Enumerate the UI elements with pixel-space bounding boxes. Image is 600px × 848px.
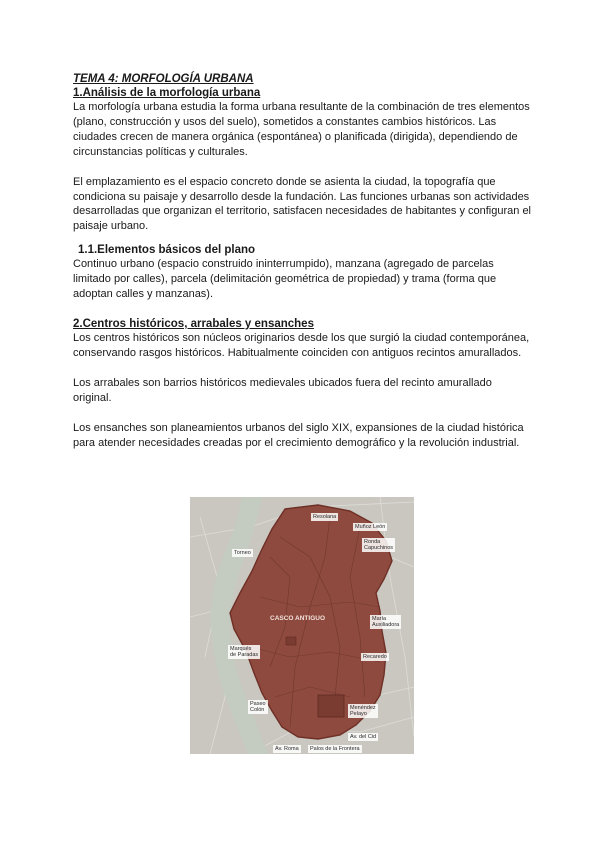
label-maria-auxiliadora: María Auxiliadora	[372, 616, 400, 628]
paragraph-plan-elements: Continuo urbano (espacio construido ininterrumpido), manzana (agregado de parcelas limitado por calles), parcela (delimitación geométrica de propiedad) y trama (forma que adoptan calles y manzanas).	[73, 258, 497, 301]
plaza-block	[286, 637, 296, 645]
label-palos-de-la-frontera: Palos de la Frontera	[310, 746, 360, 752]
label-resolana: Resolana	[313, 514, 337, 520]
topic-title: TEMA 4: MORFOLOGÍA URBANA	[73, 73, 254, 85]
document-body	[73, 72, 533, 450]
subsection-heading-1-1: 1.1.Elementos básicos del plano	[78, 244, 256, 257]
paragraph-emplacement: El emplazamiento es el espacio concreto donde se asienta la ciudad, la topografía que condiciona su paisaje y desarrollo desde la fundación. Las funciones urbanas son actividades desarrolladas que organizan el territorio, satisfacen necesidades de habitantes y configuran el paisaje urbano.	[73, 175, 532, 233]
label-marques-de-paradas: Marqués de Paradas	[230, 646, 259, 658]
label-menendez-pelayo: Menéndez Pelayo	[350, 705, 376, 717]
historic-center-map	[190, 497, 414, 754]
label-munoz-leon: Muñoz León	[355, 524, 386, 530]
label-recaredo: Recaredo	[363, 654, 387, 660]
label-torneo: Torneo	[234, 550, 251, 556]
paragraph-historic-centers: Los centros históricos son núcleos originarios desde los que surgió la ciudad contemporánea, conservando rasgos históricos. Habitualmente coinciden con antiguos recintos amurallados.	[73, 331, 530, 359]
section-heading-1: 1.Análisis de la morfología urbana	[73, 87, 261, 99]
paragraph-arrabales: Los arrabales son barrios históricos medievales ubicados fuera del recinto amurallado original.	[73, 376, 492, 404]
label-ronda-capuchinos: Ronda Capuchinos	[364, 539, 394, 551]
label-paseo-colon: Paseo Colón	[250, 701, 266, 713]
label-casco-antiguo: CASCO ANTIGUO	[270, 615, 326, 622]
label-av-roma: Av. Roma	[275, 746, 299, 752]
alcazar-block	[318, 695, 344, 717]
paragraph-morphology: La morfología urbana estudia la forma urbana resultante de la combinación de tres elementos (plano, construcción y usos del suelo), sometidos a constantes cambios históricos. Las ciudades crecen de manera orgánica (espontánea) o planificada (dirigida), dependiendo de circunstancias políticas y culturales.	[73, 101, 530, 158]
label-av-del-cid: Av. del Cid	[350, 734, 377, 740]
section-heading-2: 2.Centros históricos, arrabales y ensanches	[73, 317, 314, 330]
paragraph-ensanches: Los ensanches son planeamientos urbanos del siglo XIX, expansiones de la ciudad histórica para atender necesidades creadas por el crecimiento demográfico y la revolución industrial.	[73, 421, 524, 449]
